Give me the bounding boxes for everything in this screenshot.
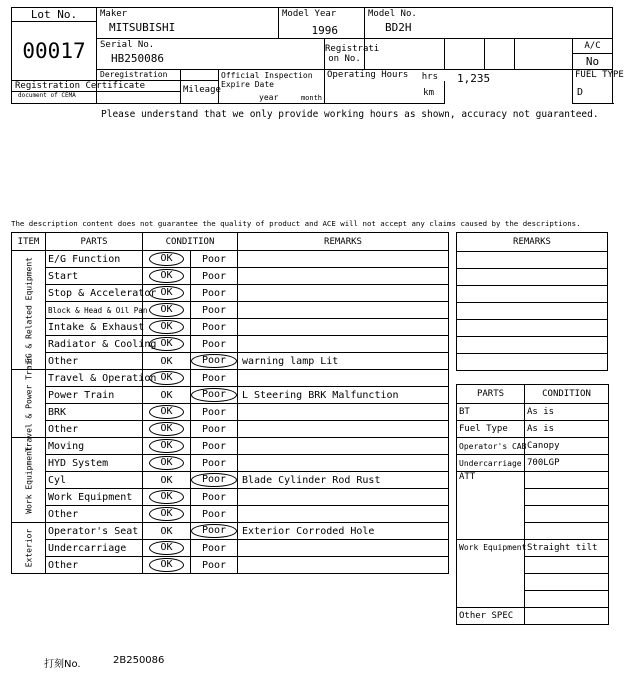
ac-label: A/C bbox=[573, 39, 613, 54]
ok-cell bbox=[143, 421, 191, 438]
poor-mark: Poor bbox=[201, 372, 227, 384]
ok-cell bbox=[143, 404, 191, 421]
remark-cell bbox=[238, 557, 449, 574]
ok-cell bbox=[143, 387, 191, 404]
stamp-label: 打刻No. bbox=[44, 659, 81, 670]
right-remarks-table bbox=[456, 232, 608, 371]
deregistration-label: Deregistration bbox=[97, 70, 181, 81]
condition-row bbox=[12, 285, 449, 302]
spec-part: Undercarriage bbox=[457, 455, 525, 472]
spec-cond-blank bbox=[525, 489, 609, 506]
part-name: Block & Head & Oil Pan bbox=[46, 302, 143, 319]
condition-row bbox=[12, 268, 449, 285]
disclaimer: The description content does not guarantee the quality of product and ACE will not accept any claims caused by the descriptions. bbox=[11, 219, 581, 228]
fuel-value: D bbox=[577, 87, 584, 98]
poor-cell bbox=[191, 268, 238, 285]
serial-value: HB250086 bbox=[111, 52, 164, 65]
poor-mark: Poor bbox=[201, 440, 227, 452]
condition-row bbox=[12, 404, 449, 421]
poor-cell bbox=[191, 370, 238, 387]
ac-value: No bbox=[573, 54, 613, 70]
right-remark-row bbox=[457, 252, 608, 269]
ok-cell bbox=[143, 370, 191, 387]
ok-cell bbox=[143, 336, 191, 353]
ok-mark: OK bbox=[160, 474, 173, 486]
spec-cond: Straight tilt bbox=[525, 540, 609, 557]
poor-mark: Poor bbox=[201, 508, 227, 520]
ok-mark: OK bbox=[149, 320, 183, 334]
spec-cond bbox=[525, 472, 609, 489]
ok-mark: OK bbox=[149, 422, 183, 436]
poor-mark: Poor bbox=[201, 491, 227, 503]
mileage-label: Mileage bbox=[183, 85, 221, 95]
ok-mark: OK bbox=[149, 405, 183, 419]
category-label: Work Equipment bbox=[24, 446, 33, 514]
poor-mark: Poor bbox=[201, 423, 227, 435]
condition-row bbox=[12, 319, 449, 336]
maker-cell bbox=[97, 8, 279, 39]
ok-cell bbox=[143, 438, 191, 455]
category-cell bbox=[12, 355, 46, 452]
poor-cell bbox=[191, 251, 238, 268]
ok-mark: OK bbox=[149, 558, 183, 572]
km-unit: km bbox=[423, 88, 435, 98]
condition-row bbox=[12, 489, 449, 506]
remark-cell: warning lamp Lit bbox=[238, 353, 449, 370]
remark-cell bbox=[238, 506, 449, 523]
ok-cell bbox=[143, 472, 191, 489]
ok-mark: OK bbox=[149, 286, 183, 300]
part-name: BRK bbox=[46, 404, 143, 421]
part-name: Cyl bbox=[46, 472, 143, 489]
inspection-label: Official Inspection Expire Date bbox=[221, 71, 313, 89]
hrs-unit: hrs bbox=[421, 72, 439, 82]
poor-mark: Poor bbox=[201, 270, 227, 282]
spec-part: Work Equipment bbox=[457, 540, 525, 608]
parts-header: PARTS bbox=[46, 233, 143, 251]
category-label: Travel & Power Train bbox=[24, 355, 33, 452]
part-name: Intake & Exhaust bbox=[46, 319, 143, 336]
poor-cell bbox=[191, 438, 238, 455]
ok-cell bbox=[143, 455, 191, 472]
spec-cond bbox=[525, 608, 609, 625]
remark-cell: Blade Cylinder Rod Rust bbox=[238, 472, 449, 489]
category-label: Exterior bbox=[24, 528, 33, 568]
spec-cond-blank bbox=[525, 506, 609, 523]
model-no-cell bbox=[365, 8, 613, 39]
spec-part: Fuel Type bbox=[457, 421, 525, 438]
model-no-value: BD2H bbox=[385, 21, 412, 34]
maker-value: MITSUBISHI bbox=[109, 21, 176, 34]
ok-mark: OK bbox=[149, 541, 183, 555]
spec-cond: Canopy bbox=[525, 438, 609, 455]
poor-cell bbox=[191, 506, 238, 523]
poor-cell bbox=[191, 540, 238, 557]
condition-row bbox=[12, 438, 449, 455]
condition-row bbox=[12, 421, 449, 438]
poor-mark: Poor bbox=[201, 559, 227, 571]
poor-mark: Poor bbox=[201, 287, 227, 299]
poor-cell bbox=[191, 353, 238, 370]
right-remarks-header: REMARKS bbox=[457, 233, 608, 252]
maker-label: Maker bbox=[100, 9, 128, 19]
ok-mark: OK bbox=[160, 355, 173, 367]
spec-part: Operator's CAB bbox=[457, 438, 525, 455]
remark-cell bbox=[238, 489, 449, 506]
poor-cell bbox=[191, 319, 238, 336]
category-label: EG & Related Equipment bbox=[24, 257, 33, 363]
part-name: Other bbox=[46, 421, 143, 438]
right-remark-row bbox=[457, 286, 608, 303]
poor-cell bbox=[191, 387, 238, 404]
spec-cond-blank bbox=[525, 574, 609, 591]
category-cell bbox=[12, 523, 46, 574]
spec-cond: 700LGP bbox=[525, 455, 609, 472]
cema-label: document of CEMA bbox=[12, 92, 97, 104]
stamp-value: 2B250086 bbox=[113, 655, 165, 666]
ok-mark: OK bbox=[149, 490, 183, 504]
poor-cell bbox=[191, 523, 238, 540]
poor-mark: Poor bbox=[191, 388, 237, 402]
model-year-label: Model Year bbox=[282, 9, 337, 19]
registration-label: Registrati on No. bbox=[325, 39, 365, 70]
reg-cert-label: Registration Certificate bbox=[12, 81, 97, 92]
poor-cell bbox=[191, 455, 238, 472]
ok-mark: OK bbox=[149, 439, 183, 453]
lot-value: 00017 bbox=[12, 22, 97, 81]
spec-cond-blank bbox=[525, 523, 609, 540]
part-name: Other bbox=[46, 506, 143, 523]
poor-mark: Poor bbox=[201, 406, 227, 418]
lot-label: Lot No. bbox=[12, 8, 97, 22]
condition-row bbox=[12, 557, 449, 574]
condition-row bbox=[12, 336, 449, 353]
op-hours-cell bbox=[325, 70, 573, 85]
remark-cell bbox=[238, 370, 449, 387]
right-remark-row bbox=[457, 320, 608, 337]
ok-cell bbox=[143, 319, 191, 336]
serial-label: Serial No. bbox=[100, 40, 155, 50]
ok-mark: OK bbox=[149, 303, 183, 317]
month-label: month bbox=[300, 94, 323, 102]
poor-mark: Poor bbox=[201, 542, 227, 554]
poor-cell bbox=[191, 421, 238, 438]
poor-mark: Poor bbox=[191, 524, 237, 538]
remark-cell bbox=[238, 438, 449, 455]
dereg-box-1 bbox=[181, 70, 219, 81]
condition-header: CONDITION bbox=[143, 233, 238, 251]
part-name: Stop & Accelerator bbox=[46, 285, 143, 302]
condition-row bbox=[12, 353, 449, 370]
poor-mark: Poor bbox=[201, 457, 227, 469]
ok-cell bbox=[143, 353, 191, 370]
part-name: Work Equipment bbox=[46, 489, 143, 506]
spec-part: BT bbox=[457, 404, 525, 421]
remark-cell bbox=[238, 455, 449, 472]
part-name: Power Train bbox=[46, 387, 143, 404]
remarks-header: REMARKS bbox=[238, 233, 449, 251]
remark-cell bbox=[238, 285, 449, 302]
remark-cell bbox=[238, 421, 449, 438]
poor-mark: Poor bbox=[191, 354, 237, 368]
poor-cell bbox=[191, 557, 238, 574]
remark-cell bbox=[238, 319, 449, 336]
ok-cell bbox=[143, 489, 191, 506]
cema-box bbox=[97, 92, 181, 104]
remark-cell bbox=[238, 336, 449, 353]
poor-cell bbox=[191, 302, 238, 319]
poor-cell bbox=[191, 285, 238, 302]
poor-cell bbox=[191, 404, 238, 421]
right-remark-row bbox=[457, 269, 608, 286]
reg-box-3 bbox=[485, 39, 515, 70]
serial-cell bbox=[97, 39, 325, 70]
part-name: Travel & Operation bbox=[46, 370, 143, 387]
right-remark-row bbox=[457, 303, 608, 320]
condition-row bbox=[12, 251, 449, 268]
ok-mark: OK bbox=[149, 507, 183, 521]
part-name: E/G Function bbox=[46, 251, 143, 268]
ok-mark: OK bbox=[149, 252, 183, 266]
part-name: Operator's Seat bbox=[46, 523, 143, 540]
ok-cell bbox=[143, 251, 191, 268]
remark-cell: Exterior Corroded Hole bbox=[238, 523, 449, 540]
ok-mark: OK bbox=[149, 371, 183, 385]
condition-row bbox=[12, 523, 449, 540]
spec-cond: As is bbox=[525, 404, 609, 421]
remark-cell bbox=[238, 540, 449, 557]
ok-cell bbox=[143, 557, 191, 574]
ok-cell bbox=[143, 268, 191, 285]
ok-mark: OK bbox=[160, 389, 173, 401]
remark-cell bbox=[238, 268, 449, 285]
part-name: Undercarriage bbox=[46, 540, 143, 557]
poor-mark: Poor bbox=[201, 321, 227, 333]
ok-mark: OK bbox=[160, 525, 173, 537]
poor-mark: Poor bbox=[191, 473, 237, 487]
ok-mark: OK bbox=[149, 337, 183, 351]
remark-cell: L Steering BRK Malfunction bbox=[238, 387, 449, 404]
condition-row bbox=[12, 506, 449, 523]
part-name: Radiator & Cooling bbox=[46, 336, 143, 353]
ok-mark: OK bbox=[149, 269, 183, 283]
right-remark-row bbox=[457, 337, 608, 354]
op-hours-label: Operating Hours bbox=[327, 70, 409, 80]
ok-mark: OK bbox=[149, 456, 183, 470]
remark-cell bbox=[238, 404, 449, 421]
condition-table bbox=[11, 232, 449, 574]
poor-cell bbox=[191, 489, 238, 506]
fuel-cell bbox=[573, 70, 624, 104]
spec-parts-header: PARTS bbox=[457, 385, 525, 404]
spec-cond-blank bbox=[525, 591, 609, 608]
header-table bbox=[11, 7, 624, 104]
op-hours-value: 1,235 bbox=[457, 72, 491, 85]
right-remark-row bbox=[457, 354, 608, 371]
part-name: HYD System bbox=[46, 455, 143, 472]
year-label: year bbox=[259, 93, 279, 102]
condition-row bbox=[12, 302, 449, 319]
category-cell bbox=[12, 251, 46, 370]
ok-cell bbox=[143, 506, 191, 523]
ok-cell bbox=[143, 523, 191, 540]
spec-part: Other SPEC bbox=[457, 608, 525, 625]
model-year-cell bbox=[279, 8, 365, 39]
spec-table bbox=[456, 384, 609, 625]
poor-cell bbox=[191, 336, 238, 353]
remark-cell bbox=[238, 251, 449, 268]
spec-cond: As is bbox=[525, 421, 609, 438]
part-name: Start bbox=[46, 268, 143, 285]
spec-condition-header: CONDITION bbox=[525, 385, 609, 404]
poor-mark: Poor bbox=[201, 304, 227, 316]
condition-row bbox=[12, 370, 449, 387]
reg-box-4 bbox=[515, 39, 573, 70]
condition-row bbox=[12, 455, 449, 472]
ok-cell bbox=[143, 540, 191, 557]
reg-box-2 bbox=[445, 39, 485, 70]
spec-part: ATT bbox=[457, 472, 525, 540]
model-no-label: Model No. bbox=[368, 9, 417, 19]
condition-row bbox=[12, 540, 449, 557]
part-name: Other bbox=[46, 353, 143, 370]
poor-mark: Poor bbox=[201, 253, 227, 265]
condition-row bbox=[12, 472, 449, 489]
remark-cell bbox=[238, 302, 449, 319]
ok-cell bbox=[143, 285, 191, 302]
poor-cell bbox=[191, 472, 238, 489]
item-header: ITEM bbox=[12, 233, 46, 251]
part-name: Other bbox=[46, 557, 143, 574]
category-cell bbox=[12, 438, 46, 523]
spec-cond-blank bbox=[525, 557, 609, 574]
condition-body bbox=[12, 251, 449, 574]
condition-row bbox=[12, 387, 449, 404]
accuracy-note: Please understand that we only provide working hours as shown, accuracy not guaranteed. bbox=[101, 109, 599, 120]
poor-mark: Poor bbox=[201, 338, 227, 350]
model-year-value: 1996 bbox=[311, 24, 339, 37]
fuel-label: FUEL TYPE bbox=[575, 70, 624, 80]
part-name: Moving bbox=[46, 438, 143, 455]
ok-cell bbox=[143, 302, 191, 319]
